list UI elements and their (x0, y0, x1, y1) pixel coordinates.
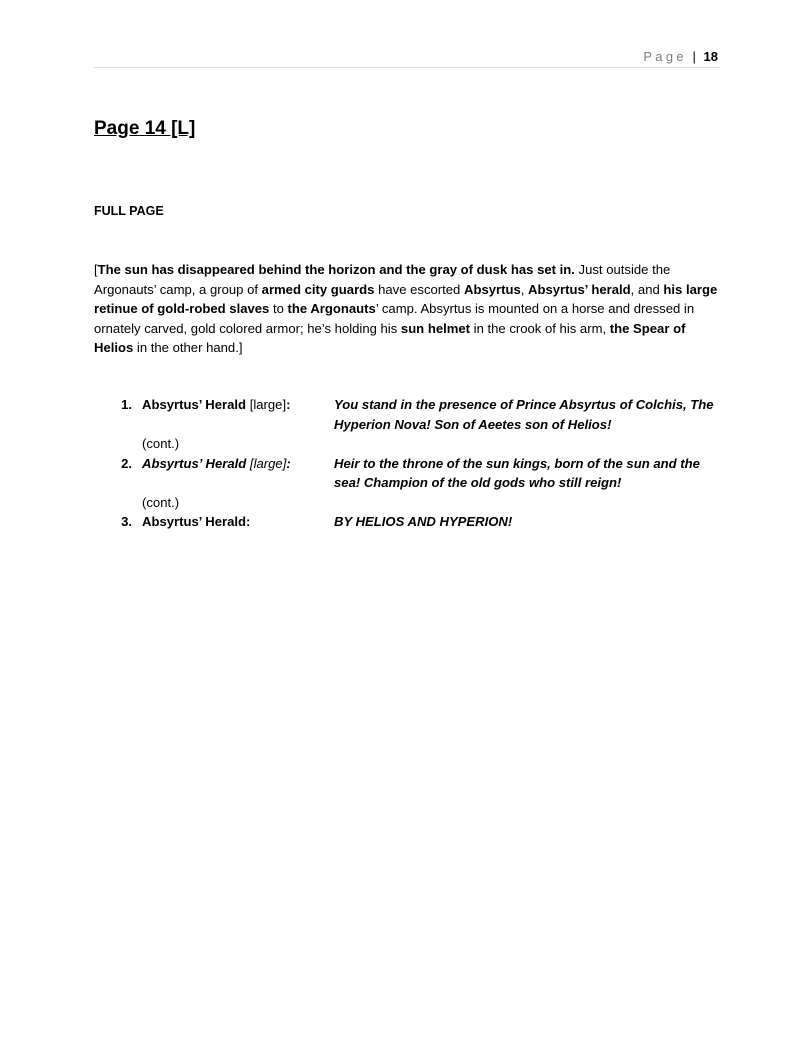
line-number: 2. (121, 455, 132, 471)
dialog-line (94, 512, 720, 532)
scene-description (94, 260, 720, 358)
desc-bold-2: armed city guards (261, 281, 375, 297)
desc-bold-8: the Spear of Helios (94, 320, 686, 355)
page-title: Page 14 [L] (94, 118, 196, 139)
desc-open-bracket: [ (94, 262, 98, 277)
desc-text-8: in the other hand.] (133, 340, 243, 355)
line-number: 1. (121, 397, 132, 412)
speaker-name: Absyrtus’ Herald [large]: (142, 455, 291, 471)
dialog-text: BY HELIOS AND HYPERION! (334, 514, 513, 529)
speaker-modifier: [large] (246, 397, 287, 412)
dialog-list (94, 395, 720, 532)
desc-text-1: Just outside the Argonauts’ camp, a group of (94, 262, 671, 297)
speaker-name: Absyrtus’ Herald: (142, 514, 251, 529)
page-header (94, 46, 720, 68)
desc-text-4: , and (630, 281, 664, 297)
dialog-line (94, 454, 720, 493)
section-label: FULL PAGE (94, 204, 164, 218)
desc-bold-5: his large retinue of gold-robed slaves (94, 281, 718, 316)
speaker-modifier: [large] (246, 455, 287, 471)
dialog-text: Heir to the throne of the sun kings, born of the sun and the sea! Champion of the old gods who still reign! (334, 455, 700, 490)
dialog-text: You stand in the presence of Prince Absyrtus of Colchis, The Hyperion Nova! Son of Aeetes son of Helios! (334, 397, 714, 432)
speaker-name: Absyrtus’ Herald [large]: (142, 397, 291, 412)
desc-bold-7: sun helmet (400, 320, 471, 336)
page-number: 18 (703, 49, 718, 64)
desc-bold-6: the Argonauts (287, 301, 376, 316)
desc-text-2: have escorted (374, 281, 464, 297)
continued-label: (cont.) (142, 494, 180, 510)
desc-text-5: to (269, 301, 288, 316)
desc-text-7: in the crook of his arm, (470, 320, 610, 336)
page-word: Page (643, 49, 687, 64)
desc-text-3: , (520, 281, 529, 297)
page-number-label (643, 49, 718, 64)
desc-bold-1: The sun has disappeared behind the horizon and the gray of dusk has set in. (97, 262, 575, 277)
desc-bold-3: Absyrtus (463, 281, 521, 297)
page-separator: | (692, 49, 696, 64)
desc-bold-4: Absyrtus’ herald (528, 281, 631, 297)
desc-text-6: ’ camp. Absyrtus is mounted on a horse and dressed in ornately carved, gold colored armor; he’s holding his (94, 301, 695, 336)
line-number: 3. (121, 514, 132, 529)
continued-label: (cont.) (142, 436, 180, 451)
dialog-line (94, 395, 720, 434)
